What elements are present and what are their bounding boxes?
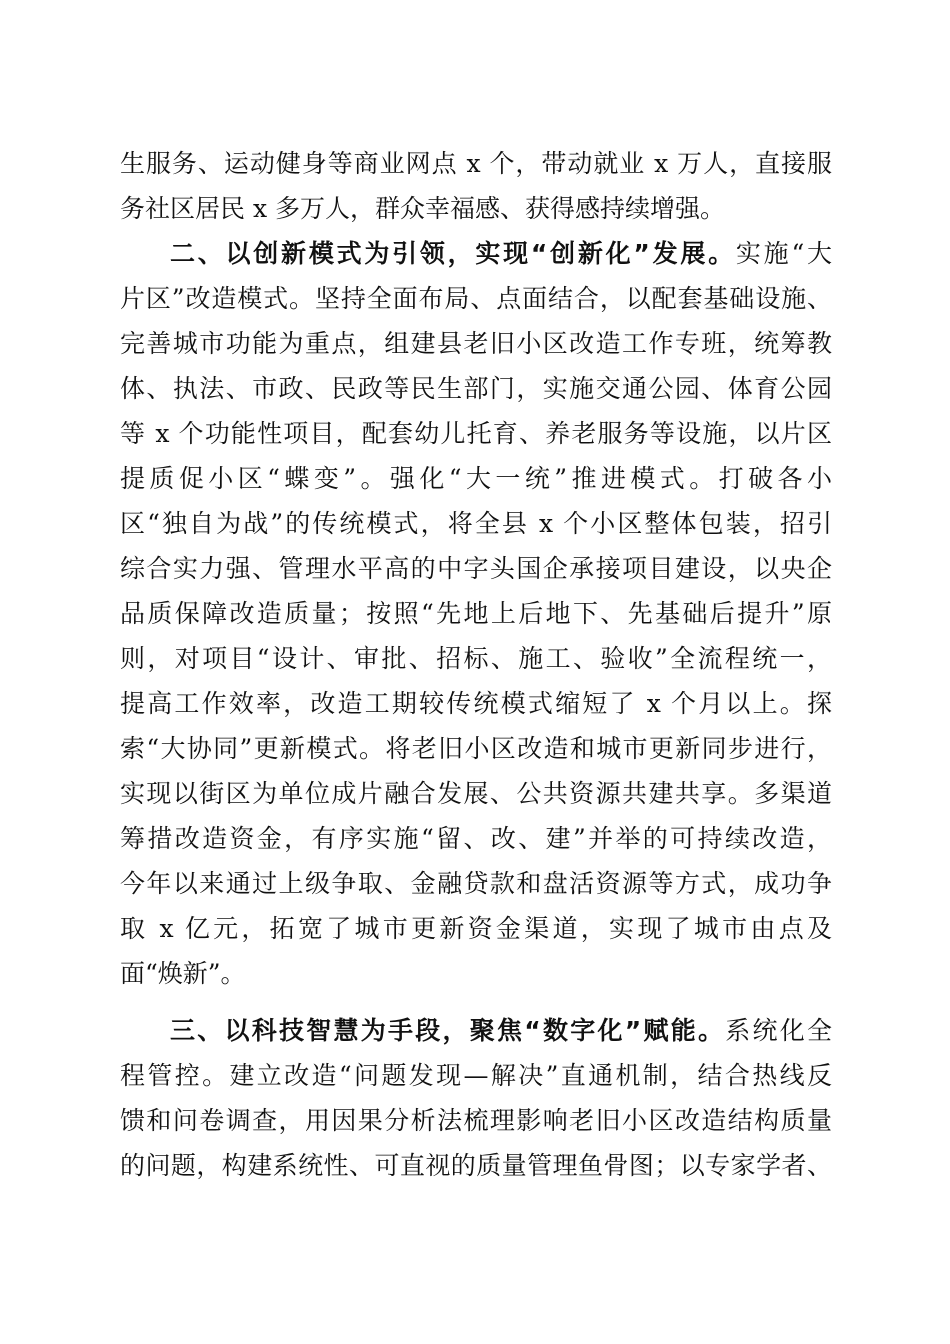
text-line: 品质保障改造质量；按照“先地上后地下、先基础后提升”原 — [120, 599, 832, 628]
text-line: 筹措改造资金，有序实施“留、改、建”并举的可持续改造， — [120, 824, 832, 853]
text-line: 务社区居民 x 多万人，群众幸福感、获得感持续增强。 — [120, 194, 725, 223]
section-heading-line — [170, 1011, 832, 1051]
text-line: 提质促小区“蝶变”。强化“大一统”推进模式。打破各小 — [120, 464, 832, 493]
section-heading: 二、以创新模式为引领，实现“创新化”发展。 — [170, 239, 736, 268]
text-line: 今年以来通过上级争取、金融贷款和盘活资源等方式，成功争 — [120, 869, 832, 898]
text-line: 生服务、运动健身等商业网点 x 个，带动就业 x 万人，直接服 — [120, 149, 832, 178]
text-line: 等 x 个功能性项目，配套幼儿托育、养老服务等设施，以片区 — [120, 419, 832, 448]
text-line: 实现以街区为单位成片融合发展、公共资源共建共享。多渠道 — [120, 779, 832, 808]
text-line: 区“独自为战”的传统模式，将全县 x 个小区整体包装，招引 — [120, 509, 832, 538]
heading-continuation: 实施“大 — [735, 239, 832, 268]
heading-continuation: 系统化全 — [725, 1016, 832, 1045]
text-line: 综合实力强、管理水平高的中字头国企承接项目建设，以央企 — [120, 554, 832, 583]
section-heading: 三、以科技智慧为手段，聚焦“数字化”赋能。 — [170, 1016, 726, 1045]
text-line: 完善城市功能为重点，组建县老旧小区改造工作专班，统筹教 — [120, 329, 832, 358]
text-line: 馈和问卷调查，用因果分析法梳理影响老旧小区改造结构质量 — [120, 1106, 832, 1135]
text-line: 体、执法、市政、民政等民生部门，实施交通公园、体育公园 — [120, 374, 832, 403]
text-line: 索“大协同”更新模式。将老旧小区改造和城市更新同步进行， — [120, 734, 832, 763]
text-line: 片区”改造模式。坚持全面布局、点面结合，以配套基础设施、 — [120, 284, 832, 313]
text-line: 提高工作效率，改造工期较传统模式缩短了 x 个月以上。探 — [120, 689, 832, 718]
text-line: 则，对项目“设计、审批、招标、施工、验收”全流程统一， — [120, 644, 832, 673]
text-line: 面“焕新”。 — [120, 959, 246, 988]
text-line: 的问题，构建系统性、可直视的质量管理鱼骨图；以专家学者、 — [120, 1151, 832, 1180]
text-line: 取 x 亿元，拓宽了城市更新资金渠道，实现了城市由点及 — [120, 914, 832, 943]
text-line: 程管控。建立改造“问题发现—解决”直通机制，结合热线反 — [120, 1061, 832, 1090]
section-heading-line — [170, 234, 832, 274]
